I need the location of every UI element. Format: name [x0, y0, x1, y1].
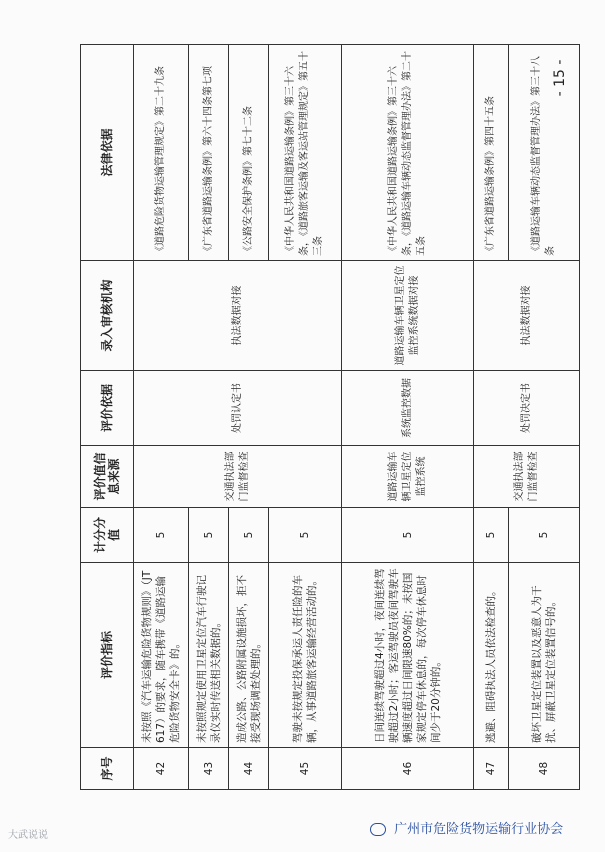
- cell-law: 《道路危险货物运输管理规定》第二十九条: [133, 45, 188, 261]
- header-basis: 评价依据: [81, 371, 134, 446]
- page-number: - 15 -: [552, 59, 568, 97]
- watermark-text: 大武说说: [8, 830, 48, 841]
- cell-score: 5: [474, 508, 509, 563]
- watermark: [8, 826, 48, 841]
- cell-seq: 44: [229, 748, 269, 790]
- wechat-icon: [370, 823, 386, 836]
- cell-law: 《公路安全保护条例》第七十二条: [229, 45, 269, 261]
- cell-agency: 道路运输车辆卫星定位监控系统数据对接: [342, 261, 474, 371]
- table-header-row: [81, 45, 134, 790]
- cell-seq: 42: [133, 748, 188, 790]
- cell-law: 《广东省道路运输条例》第四十五条: [474, 45, 509, 261]
- cell-law: 《中华人民共和国道路运输条例》第三十六条，《道路旅客运输及客运站管理规定》第五十三条: [269, 45, 342, 261]
- cell-basis-group1: 处罚认定书: [133, 371, 341, 446]
- rotated-table-container: [80, 45, 580, 790]
- cell-basis: 系统监控数据: [342, 371, 474, 446]
- cell-indicator: 造成公路、公路附属设施损坏，拒不接受现场调查处理的。: [229, 563, 269, 748]
- cell-seq: 46: [342, 748, 474, 790]
- cell-law: 《中华人民共和国道路运输条例》第三十六条，《道路运输车辆动态监督管理办法》第二十五条: [342, 45, 474, 261]
- header-score: 计分分值: [81, 508, 134, 563]
- cell-score: 5: [229, 508, 269, 563]
- header-indicator: 评价指标: [81, 563, 134, 748]
- cell-indicator: 逃避、阻碍执法人员依法检查的。: [474, 563, 509, 748]
- cell-indicator: 驾驶未按规定投保承运人责任险的车辆，从事道路旅客运输经营活动的。: [269, 563, 342, 748]
- footer-text: 广州市危险货物运输行业协会: [394, 822, 564, 837]
- cell-agency-group1: 执法数据对接: [133, 261, 341, 371]
- cell-source-group2: 交通执法部门监督检查: [474, 446, 580, 508]
- header-seq: 序号: [81, 748, 134, 790]
- cell-indicator: 未按照规定使用卫星定位汽车行驶记录仪实时传送相关数据的。: [189, 563, 229, 748]
- cell-source: 道路运输车辆卫星定位监控系统: [342, 446, 474, 508]
- footer-account: [370, 818, 563, 837]
- header-agency: 录入审核机构: [81, 261, 134, 371]
- cell-law: 《道路运输车辆动态监督管理办法》第三十八条: [509, 45, 580, 261]
- cell-seq: 45: [269, 748, 342, 790]
- cell-score: 5: [133, 508, 188, 563]
- cell-indicator: 日间连续驾驶超过4小时，夜间连续驾驶超过2小时；客运驾驶员夜间驾驶车辆速度超过日间限速80%的；未按国家规定停车休息的，每次停车休息时间少于20分钟的。: [342, 563, 474, 748]
- cell-indicator: 未按照《汽车运输危险货物规则》（JT617）的要求，随车携带《道路运输危险货物安全卡》的。: [133, 563, 188, 748]
- table-row: [474, 45, 509, 790]
- header-source: 评价值信息来源: [81, 446, 134, 508]
- cell-seq: 48: [509, 748, 580, 790]
- cell-source-group1: 交通执法部门监督检查: [133, 446, 341, 508]
- cell-score: 5: [342, 508, 474, 563]
- table-row: [342, 45, 474, 790]
- evaluation-table: [80, 44, 580, 790]
- table-row: [133, 45, 188, 790]
- cell-law: 《广东省道路运输条例》第六十四条第七项: [189, 45, 229, 261]
- cell-agency-group2: 执法数据对接: [474, 261, 580, 371]
- cell-seq: 43: [189, 748, 229, 790]
- cell-score: 5: [269, 508, 342, 563]
- cell-indicator: 破坏卫星定位装置以及恶意人为干扰、屏蔽卫星定位装置信号的。: [509, 563, 580, 748]
- cell-score: 5: [509, 508, 580, 563]
- cell-seq: 47: [474, 748, 509, 790]
- cell-score: 5: [189, 508, 229, 563]
- cell-basis-group2: 处罚决定书: [474, 371, 580, 446]
- header-law: 法律依据: [81, 45, 134, 261]
